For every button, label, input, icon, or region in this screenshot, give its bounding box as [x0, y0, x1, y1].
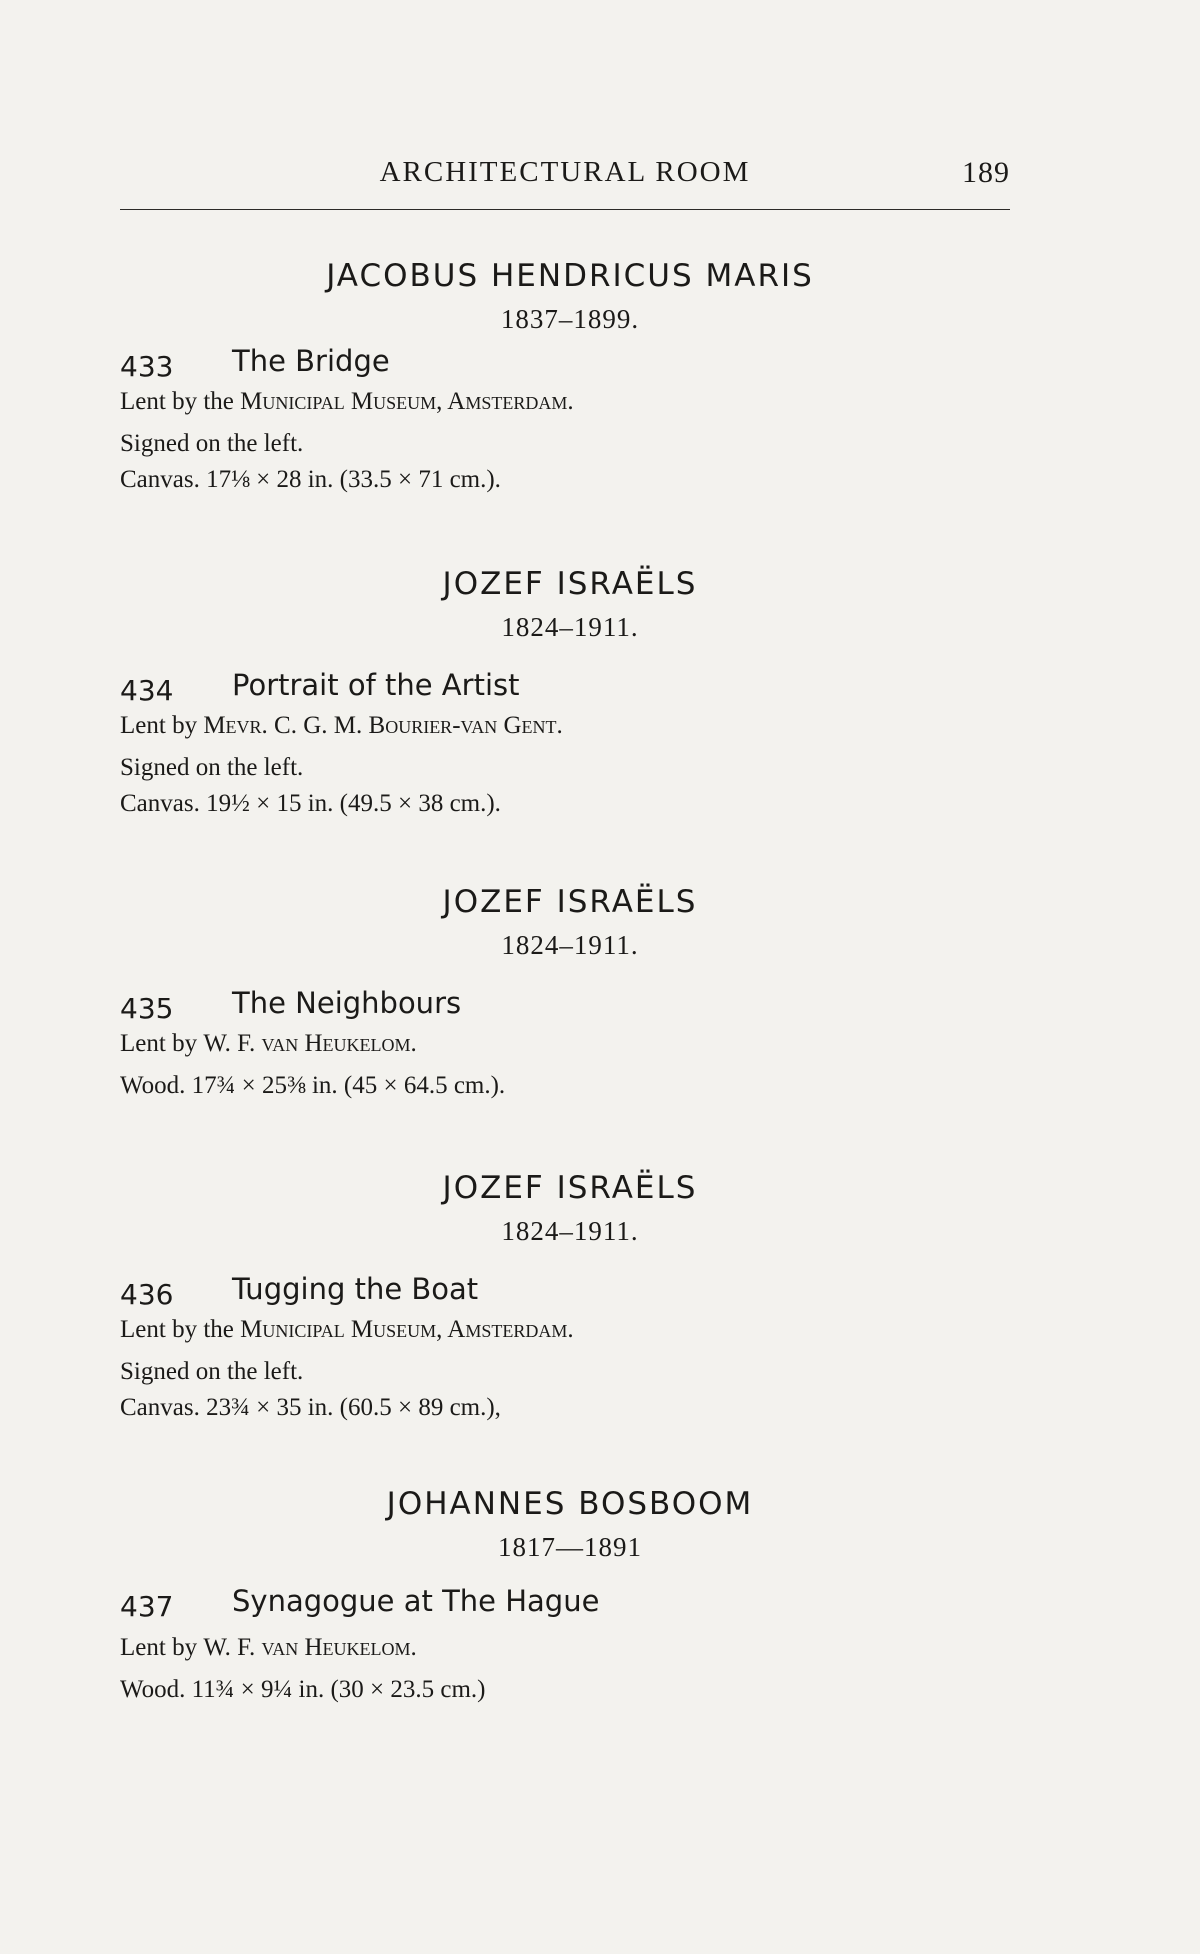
entry-head: [120, 344, 1000, 384]
dimensions: Wood. 17¾ × 25⅜ in. (45 × 64.5 cm.).: [120, 1072, 506, 1099]
lender-name: W. F. van Heukelom.: [203, 1634, 417, 1661]
dimensions: Wood. 11¾ × 9¼ in. (30 × 23.5 cm.): [120, 1676, 486, 1703]
catalogue-entry: [120, 668, 1000, 822]
entry-title: Synagogue at The Hague: [232, 1584, 600, 1618]
page-number: 189: [962, 156, 1010, 189]
entry-head: [120, 1272, 1000, 1312]
lent-prefix: Lent by: [120, 1634, 198, 1661]
lender-line: [120, 1312, 1000, 1348]
catalogue-entry: [120, 1272, 1000, 1426]
signed-note: Signed on the left.: [120, 430, 304, 457]
lender-line: [120, 1026, 1000, 1062]
running-title: ARCHITECTURAL ROOM: [379, 156, 751, 188]
lent-prefix: Lent by: [120, 1030, 198, 1057]
lender-line: [120, 1630, 1000, 1666]
entry-number: 435: [120, 992, 174, 1025]
lender-line: [120, 384, 1000, 420]
entry-number: 437: [120, 1590, 174, 1623]
artist-heading: [120, 258, 1020, 335]
header-rule: [120, 209, 1010, 210]
catalogue-entry: [120, 1584, 1000, 1708]
entry-title: Tugging the Boat: [232, 1272, 479, 1306]
artist-heading: [120, 1170, 1020, 1247]
dimensions: Canvas. 23¾ × 35 in. (60.5 × 89 cm.),: [120, 1394, 501, 1421]
catalogue-entry: [120, 344, 1000, 498]
artist-heading: [120, 1486, 1020, 1563]
entry-head: [120, 668, 1000, 708]
signed-note: Signed on the left.: [120, 1358, 304, 1385]
artist-name: JOZEF ISRAËLS: [442, 566, 698, 602]
lender-name: W. F. van Heukelom.: [203, 1030, 417, 1057]
lent-prefix: Lent by: [120, 712, 198, 739]
dimensions: Canvas. 19½ × 15 in. (49.5 × 38 cm.).: [120, 790, 501, 817]
artist-dates: 1837–1899.: [500, 304, 640, 334]
lent-prefix: Lent by the: [120, 388, 234, 415]
artist-heading: [120, 566, 1020, 643]
entry-head: [120, 1584, 1000, 1624]
entry-title: The Bridge: [232, 344, 390, 378]
lender-name: Municipal Museum, Amsterdam.: [240, 388, 574, 415]
artist-dates: 1824–1911.: [501, 1216, 639, 1246]
lent-prefix: Lent by the: [120, 1316, 234, 1343]
entry-head: [120, 986, 1000, 1026]
lender-line: [120, 708, 1000, 744]
lender-name: Municipal Museum, Amsterdam.: [240, 1316, 574, 1343]
signed-note: Signed on the left.: [120, 754, 304, 781]
artist-dates: 1817—1891: [498, 1532, 642, 1562]
entry-number: 434: [120, 674, 174, 707]
artist-heading: [120, 884, 1020, 961]
artist-dates: 1824–1911.: [501, 612, 639, 642]
catalogue-entry: [120, 986, 1000, 1104]
artist-name: JOZEF ISRAËLS: [442, 884, 698, 920]
lender-name: Mevr. C. G. M. Bourier-van Gent.: [203, 712, 563, 739]
dimensions: Canvas. 17⅛ × 28 in. (33.5 × 71 cm.).: [120, 466, 501, 493]
entry-title: The Neighbours: [232, 986, 462, 1020]
artist-name: JOZEF ISRAËLS: [442, 1170, 698, 1206]
entry-number: 433: [120, 350, 174, 383]
artist-name: JACOBUS HENDRICUS MARIS: [326, 258, 814, 294]
artist-dates: 1824–1911.: [501, 930, 639, 960]
entry-number: 436: [120, 1278, 174, 1311]
entry-title: Portrait of the Artist: [232, 668, 520, 702]
artist-name: JOHANNES BOSBOOM: [386, 1486, 754, 1522]
running-head: [120, 150, 1010, 200]
